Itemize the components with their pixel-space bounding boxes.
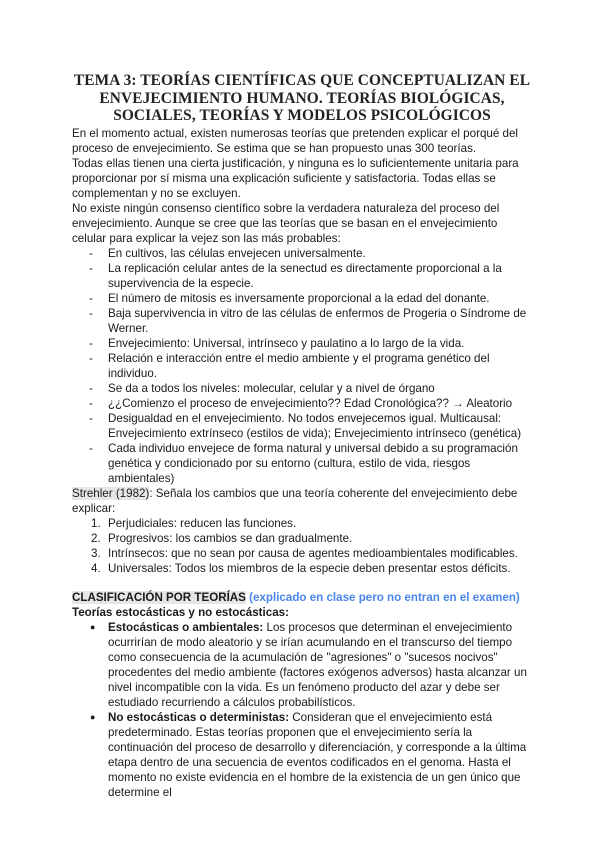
numbered-item — [91, 516, 532, 531]
strehler-paragraph — [72, 486, 532, 516]
cell-aging-list — [72, 246, 532, 486]
document-title: TEMA 3: TEORÍAS CIENTÍFICAS QUE CONCEPTUALIZAN EL ENVEJECIMIENTO HUMANO. TEORÍAS BIOLÓGICAS, SOCIALES, TEORÍAS Y MODELOS PSICOLÓGICOS — [73, 72, 531, 124]
intro-section — [72, 126, 532, 246]
intro-paragraph: Todas ellas tienen una cierta justificación, y ninguna es lo suficientemente unitaria para proporcionar por sí misma una explicación suficiente y satisfactoria. Todas ellas se complementan y no se excluyen. — [72, 156, 519, 200]
item-term: No estocásticas o deterministas: — [108, 710, 290, 724]
numbered-item — [91, 546, 532, 561]
classification-subheading: Teorías estocásticas y no estocásticas: — [72, 605, 289, 619]
list-item: - Cada individuo envejece de forma natural y universal debido a su programación genética y condicionado por su entorno (cultura, estilo de vida, riesgos ambientales) — [108, 441, 532, 486]
item-text: Universales: Todos los miembros de la especie deben presentar estos déficits. — [108, 561, 511, 575]
list-item: - Relación e interacción entre el medio ambiente y el programa genético del individuo. — [108, 351, 532, 381]
item-number: 1. — [91, 516, 101, 530]
item-number: 3. — [91, 546, 101, 560]
item-number: 2. — [91, 531, 101, 545]
list-item — [108, 710, 532, 800]
intro-paragraph: No existe ningún consenso científico sobre la verdadera naturaleza del proceso del envejecimiento. Aunque se cree que las teorías que se basan en el envejecimiento celular para explicar la vejez son las más probables: — [72, 201, 500, 245]
strehler-reference: Strehler (1982) — [72, 486, 150, 500]
list-item: - La replicación celular antes de la senectud es directamente proporcional a la supervivencia de la especie. — [108, 261, 532, 291]
list-item — [108, 620, 532, 710]
list-item: - Envejecimiento: Universal, intrínseco y paulatino a lo largo de la vida. — [108, 336, 532, 351]
list-item: - Se da a todos los niveles: molecular, celular y a nivel de órgano — [108, 381, 532, 396]
intro-paragraph: En el momento actual, existen numerosas teorías que pretenden explicar el porqué del proceso de envejecimiento. Se estima que se han propuesto unas 300 teorías. — [72, 126, 518, 155]
classification-heading-line — [72, 590, 532, 605]
numbered-item — [91, 531, 532, 546]
document-page — [72, 72, 532, 800]
section-spacer — [72, 576, 532, 590]
item-number: 4. — [91, 561, 101, 575]
strehler-text: : Señala los cambios que una teoría coherente del envejecimiento debe explicar: — [72, 486, 518, 515]
list-item: - Desigualdad en el envejecimiento. No todos envejecemos igual. Multicausal: Envejecimiento extrínseco (estilos de vida); Envejecimiento intrínseco (genética) — [108, 411, 532, 441]
numbered-item — [91, 561, 532, 576]
item-term: Estocásticas o ambientales: — [108, 620, 264, 634]
list-item: - En cultivos, las células envejecen universalmente. — [108, 246, 532, 261]
item-text: Perjudiciales: reducen las funciones. — [108, 516, 297, 530]
list-item: - Baja supervivencia in vitro de las células de enfermos de Progeria o Síndrome de Werner. — [108, 306, 532, 336]
list-item: - El número de mitosis es inversamente proporcional a la edad del donante. — [108, 291, 532, 306]
strehler-criteria-list — [72, 516, 532, 576]
item-text: Progresivos: los cambios se dan gradualmente. — [108, 531, 353, 545]
list-item: - ¿¿Comienzo el proceso de envejecimiento?? Edad Cronológica?? → Aleatorio — [108, 396, 532, 411]
item-text: Los procesos que determinan el envejecimiento ocurrirían de modo aleatorio y se irían acumulando en el transcurso del tiempo como consecuencia de la acumulación de "agresiones" o "sucesos nocivos" procedentes del medio ambiente (factores exógenos adversos) hasta alcanzar un nivel incompatible con la vida. Es un fenómeno producto del azar y debe ser estudiado recurriendo a cálculos probabilísticos. — [108, 620, 527, 709]
classification-heading: CLASIFICACIÓN POR TEORÍAS — [72, 590, 246, 604]
item-text: Intrínsecos: que no sean por causa de agentes medioambientales modificables. — [108, 546, 518, 560]
classification-note: (explicado en clase pero no entran en el examen) — [245, 590, 520, 604]
classification-list — [72, 620, 532, 800]
item-text: Consideran que el envejecimiento está predeterminado. Estas teorías proponen que el envejecimiento sería la continuación del proceso de desarrollo y diferenciación, y corresponde a la última etapa dentro de una secuencia de eventos codificados en el genoma. Hasta el momento no existe evidencia en el hombre de la existencia de un gen único que determine el — [108, 710, 527, 799]
